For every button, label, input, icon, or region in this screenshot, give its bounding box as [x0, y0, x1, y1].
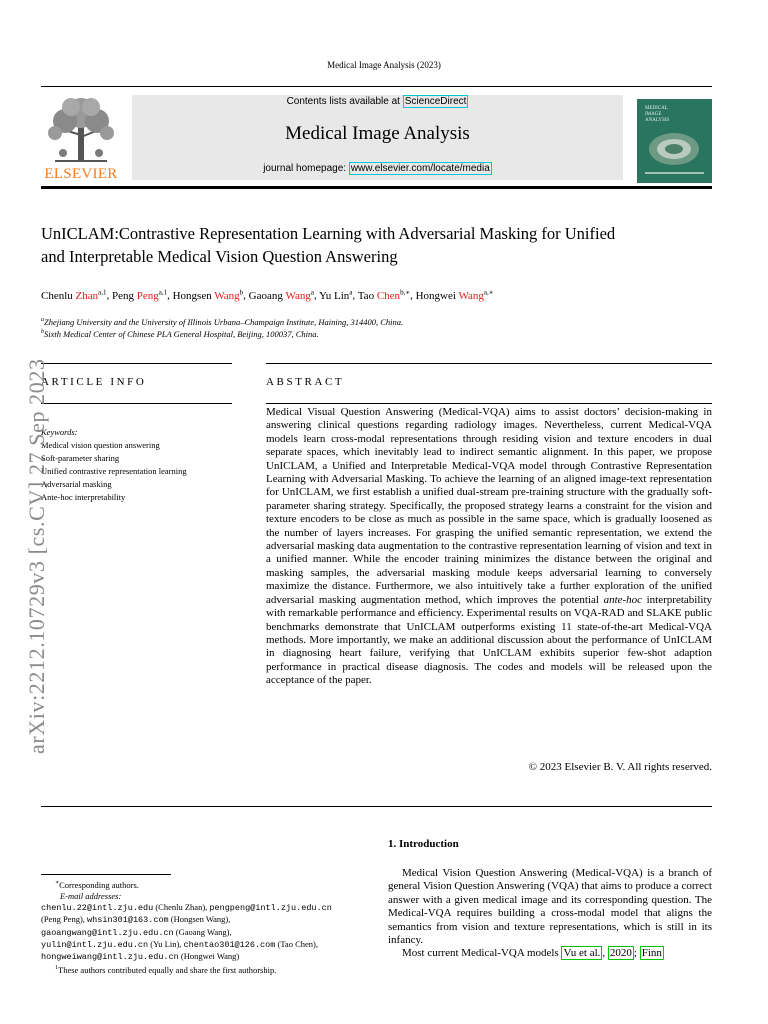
abstract-text: Medical Visual Question Answering (Medical-VQA) aims to assist doctors’ decision-making in answering clinical questions regarding radiology images. Nevertheless, current Medical-VQA models learn cross-modal representations through residing vision and texture encoders in dual separate spaces, which inevitably lead to indirect semantic alignment. In this paper, we propose UnICLAM, a Unified and Interpretable Medical-VQA model through Contrastive Representation Learning with Adversarial Masking. To achieve the learning of an aligned image-text representation for UnICLAM, we first establish a unified dual-stream pre-training structure with the gradually soft-parameter sharing strategy. Specifically, the proposed strategy learns a constraint for the vision and texture encoders to be close as much as possible in the same space, which is gradually loosened as the number of layers increases. For grasping the unified semantic representation, we extend the adversarial masking data augmentation to the contrastive representation learning of vision and text in a unified manner. While the encoder training minimizes the distance between the original and masking samples, the adversarial masking module keeps adversarial learning to conversely maximize the distance. Furthermore, we also intuitively take a further exploration of the unified adversarial masking augmentation method, which improves the potential ante-hoc interpretability with remarkable performance and efficiency. Experimental results on VQA-RAD and SLAKE public benchmarks demonstrate that UnICLAM outperforms existing 11 state-of-the-art Medical-VQA methods. More importantly, we make an additional discussion about the performance of UnICLAM in diagnosing heart failure, verifying that UnICLAM exhibits superior few-shot adaption performance in practical disease diagnosis. The codes and models will be released upon the acceptance of the paper. — [266, 406, 712, 687]
author-surname-link[interactable]: Zhan — [75, 289, 99, 302]
author: Hongsen Wang$^b$ — [172, 288, 244, 302]
footnotes — [41, 878, 371, 976]
elsevier-logo[interactable] — [41, 95, 121, 183]
arxiv-stamp[interactable]: arXiv:2212.10729v3 [cs.CV] 27 Sep 2023 — [24, 358, 49, 754]
article-info-heading: ARTICLE INFO — [41, 376, 147, 388]
author: Chenlu Zhan$^{a,1}$ — [41, 288, 107, 302]
contents-line — [132, 96, 623, 107]
abstract-end-rule — [41, 806, 712, 807]
keyword: Ante-hoc interpretability — [41, 492, 126, 502]
title-line-2: and Interpretable Medical Vision Question Answering — [41, 247, 398, 266]
email-link[interactable]: gaoangwang@intl.zju.edu.cn — [41, 927, 174, 938]
homepage-prefix: journal homepage: — [263, 163, 349, 174]
citation-link[interactable]: Finn — [641, 947, 662, 960]
footnote-emails: chenlu.22@intl.zju.edu (Chenlu Zhan), pengpeng@intl.zju.edu.cn (Peng Peng), whsin301@163.com (Hongsen Wang), gaoangwang@intl.zju.edu.cn (Gaoang Wang), yulin@intl.zju.edu.cn (Yu Lin), chentao301@126.com (Tao Chen), hongweiwang@intl.zju.edu.cn (Hongwei Wang) — [41, 902, 332, 963]
header-top-rule — [41, 86, 712, 87]
author-surname-link[interactable]: Chen — [376, 289, 401, 302]
email-link[interactable]: chenlu.22@intl.zju.edu — [41, 903, 154, 914]
footnote-equal-contribution: $^1$These authors contributed equally and share the first authorship. — [55, 965, 277, 976]
abstract-heading: ABSTRACT — [266, 376, 345, 388]
cover-image — [647, 129, 702, 169]
abstract-rule-top — [266, 363, 712, 364]
running-head: Medical Image Analysis (2023) — [327, 60, 441, 70]
author: Gaoang Wang$^a$ — [248, 288, 314, 302]
citation-link[interactable]: 2020 — [609, 947, 632, 960]
email-link[interactable]: hongweiwang@intl.zju.edu.cn — [41, 952, 179, 963]
author-list: Chenlu Zhan$^{a,1}$, Peng Peng$^{a,1}$, Hongsen Wang$^b$, Gaoang Wang$^a$, Yu Lin$^a$, Tao Chen$^{b,∗}$, Hongwei Wang$^{a,∗}$ — [41, 288, 494, 302]
keywords-block — [41, 426, 241, 504]
section-heading-introduction: 1. Introduction — [388, 838, 459, 850]
author-surname-link[interactable]: Wang — [458, 289, 484, 302]
affiliation: $^b$Sixth Medical Center of Chinese PLA General Hospital, Beijing, 100037, China. — [41, 329, 319, 339]
author-surname-link[interactable]: Wang — [214, 289, 240, 302]
keyword: Medical vision question answering — [41, 440, 160, 450]
copyright-line: © 2023 Elsevier B. V. All rights reserved. — [528, 761, 712, 773]
email-link[interactable]: yulin@intl.zju.edu.cn — [41, 939, 149, 950]
article-info-rule-bottom — [41, 403, 232, 404]
contents-prefix: Contents lists available at — [286, 96, 403, 107]
cover-stripe — [645, 172, 704, 174]
email-link[interactable]: whsin301@163.com — [87, 915, 169, 926]
elsevier-tree-icon — [41, 95, 121, 165]
footnote-rule — [41, 874, 171, 875]
author: Peng Peng$^{a,1}$ — [112, 288, 168, 302]
publisher-name: ELSEVIER — [44, 166, 118, 182]
keyword: Adversarial masking — [41, 479, 112, 489]
affiliation: $^a$Zhejiang University and the University of Illinois Urbana–Champaign Institute, Haining, 314400, China. — [41, 317, 404, 327]
journal-title: Medical Image Analysis — [285, 123, 470, 144]
footnote-email-label: E-mail addresses: — [60, 891, 122, 902]
homepage-link[interactable]: www.elsevier.com/locate/media — [350, 163, 490, 174]
title-line-1: UnICLAM:Contrastive Representation Learning with Adversarial Masking for Unified — [41, 224, 616, 243]
author-surname-link[interactable]: Peng — [136, 289, 159, 302]
sciencedirect-link[interactable]: ScienceDirect — [404, 96, 467, 107]
email-link[interactable]: pengpeng@intl.zju.edu.cn — [209, 903, 332, 914]
header-bottom-rule — [41, 186, 712, 189]
keyword: Unified contrastive representation learning — [41, 466, 187, 476]
citation-link[interactable]: Vu et al. — [563, 947, 601, 960]
abstract-rule-bottom — [266, 403, 712, 404]
author-surname-link[interactable]: Wang — [285, 289, 311, 302]
introduction-text — [388, 867, 712, 961]
intro-paragraph-1: Medical Vision Question Answering (Medical-VQA) is a branch of general Vision Question Answering (VQA) that aims to produce a correct answer with a given medical image and its corresponding question. The Medical-VQA requires building a cross-modal model that aligns the semantics from vision and texture representations, which is still in its infancy. — [388, 867, 712, 947]
author: Hongwei Wang$^{a,∗}$ — [415, 288, 494, 302]
article-info-rule-top — [41, 363, 232, 364]
author-surname: Lin — [334, 289, 350, 302]
keyword: Soft-parameter sharing — [41, 453, 120, 463]
keywords-label: Keywords: — [41, 427, 78, 437]
journal-cover[interactable] — [637, 99, 712, 183]
author: Yu Lin$^a$ — [319, 288, 353, 302]
footnote-corresponding: ∗Corresponding authors. — [55, 879, 139, 890]
paper-title — [41, 222, 731, 268]
intro-paragraph-2: Most current Medical-VQA models Vu et al. , 2020 ; Finn — [402, 947, 662, 960]
email-link[interactable]: chentao301@126.com — [183, 939, 276, 950]
homepage-line — [132, 163, 623, 174]
author: Tao Chen$^{b,∗}$ — [357, 288, 411, 302]
cover-title: MEDICAL IMAGE ANALYSIS — [645, 106, 670, 123]
